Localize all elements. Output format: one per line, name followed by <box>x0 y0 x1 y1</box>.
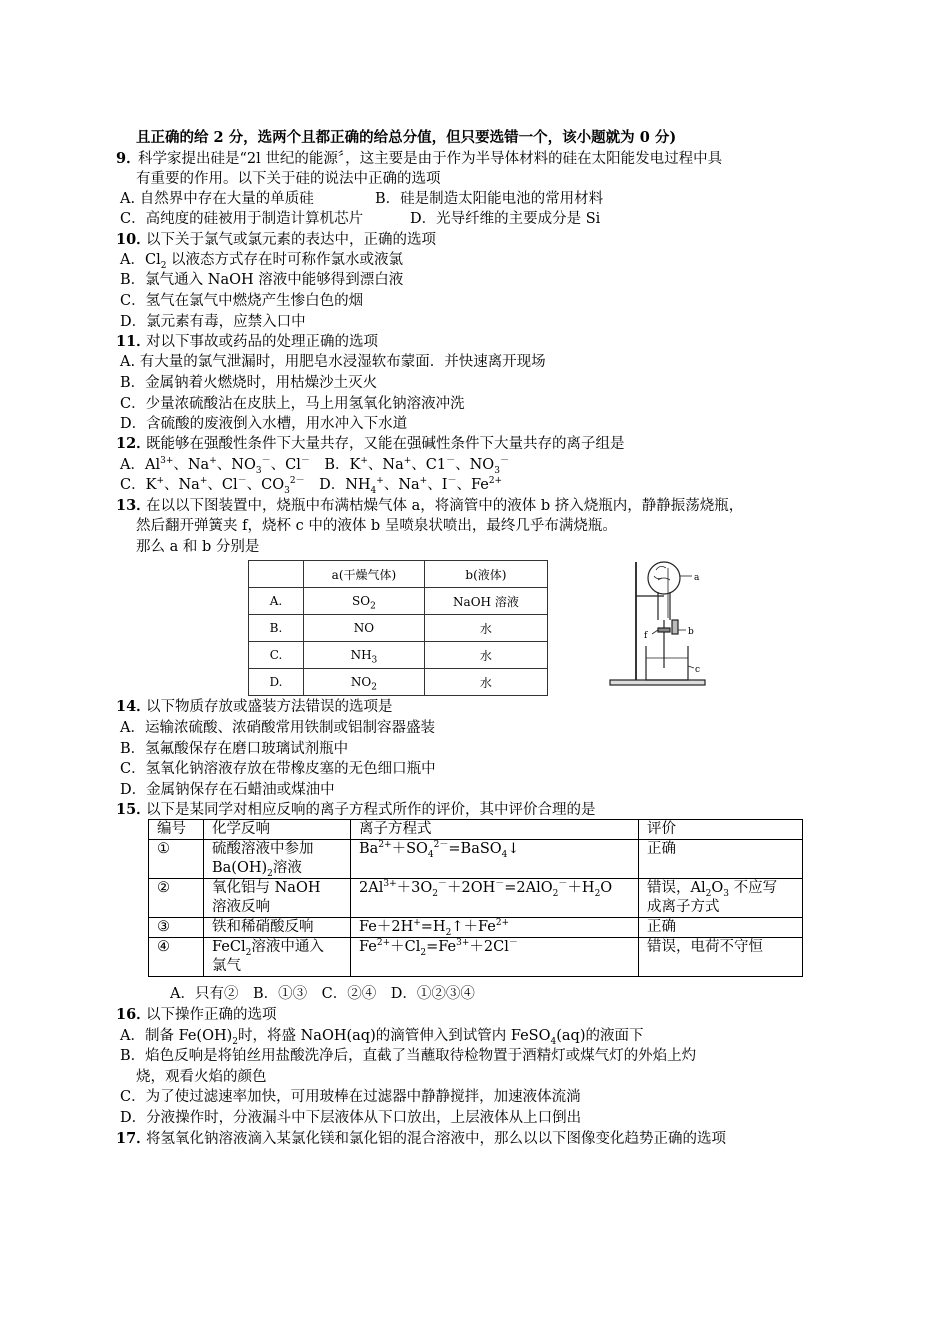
reaction-cell: 硫酸溶液中参加 $Ba(OH)_2$溶液 <box>204 840 351 879</box>
reaction-cell: 氧化铝与 NaOH 溶液反响 <box>204 879 351 918</box>
q9-number: 9． <box>116 150 141 167</box>
q16-option-c: C．为了使过滤速率加快，可用玻棒在过滤器中静静搅拌，加速液体流淌 <box>120 1089 581 1105</box>
q15-table <box>148 819 803 977</box>
q16-option-d: D．分液操作时，分液漏斗中下层液体从下口放出，上层液体从上口倒出 <box>120 1110 582 1126</box>
evaluation-cell: 错误，电荷不守恒 <box>639 938 803 977</box>
fountain-apparatus-diagram <box>606 558 714 688</box>
gas-cell: $NH_3$ <box>304 642 425 669</box>
liquid-cell: 水 <box>424 669 547 696</box>
q9-option-c: C．高纯度的硅被用于制造计算机芯片 <box>120 211 364 227</box>
q11-stem: 对以下事故或药品的处理正确的选项 <box>146 334 378 350</box>
q14-option-a: A．运输浓硫酸、浓硝酸常用铁制或铝制容器盛装 <box>120 720 435 736</box>
equation-cell: $Fe^{2+}+Cl_2=Fe^{3+}+2Cl^-$ <box>351 938 639 977</box>
label-b: b <box>688 627 694 637</box>
label-a: a <box>694 573 700 583</box>
q10-option-b: B．氯气通入 NaOH 溶液中能够得到漂白液 <box>120 272 404 288</box>
q12-options-ab: A．$Al^{3+}$、Na+、$NO_3^-$、Cl－ B．K+、Na+、C1－、$NO_3^-$ <box>120 456 509 476</box>
equation-cell: $Fe+2H^+=H_2↑+Fe^{2+}$ <box>351 918 639 938</box>
liquid-cell: 水 <box>424 615 547 642</box>
q9-option-a: A. 自然界中存在大量的单质硅 <box>120 191 314 207</box>
scoring-note: 且正确的给 2 分，选两个且都正确的给总分值，但只要选错一个，该小题就为 0 分) <box>136 129 677 146</box>
row-label: B. <box>249 615 304 642</box>
equation-cell: $Ba^{2+}+SO_4^{2-}=BaSO_4↓$ <box>351 840 639 879</box>
table-row <box>149 840 803 879</box>
q9-stem-line1: 科学家提出硅是“2l 世纪的能源〞，这主要是由于作为半导体材料的硅在太阳能发电过程中具 <box>138 151 723 167</box>
q14-option-c: C．氢氧化钠溶液存放在带橡皮塞的无色细口瓶中 <box>120 761 436 777</box>
header-equation: 离子方程式 <box>351 820 639 840</box>
row-label: A. <box>249 588 304 615</box>
table-row <box>149 918 803 938</box>
q11-number: 11． <box>116 333 151 350</box>
table-header-cell <box>249 561 304 588</box>
reaction-cell: FeCl$_2$溶液中通入 氯气 <box>204 938 351 977</box>
equation-cell: $2Al^{3+}+3O_2^-+2OH^-=2AlO_2^-+H_2O$ <box>351 879 639 918</box>
table-header-cell: a(干燥气体) <box>304 561 425 588</box>
table-row <box>149 938 803 977</box>
evaluation-cell: 错误，$Al_2O_3$ 不应写 成离子方式 <box>639 879 803 918</box>
q12-options-cd: C．K+、Na+、Cl－、$CO_3^{2-}$ D．$NH_4^+$、Na+、I－、$Fe^{2+}$ <box>120 476 503 496</box>
q15-number: 15． <box>116 801 151 818</box>
q15-options: A．只有② B．①③ C．②④ D．①②③④ <box>170 986 475 1002</box>
row-id: ① <box>149 840 204 879</box>
q12-number: 12． <box>116 435 151 452</box>
table-row <box>249 615 548 642</box>
q16-option-b-line2: 烧，观看火焰的颜色 <box>136 1069 267 1085</box>
q16-number: 16． <box>116 1006 151 1023</box>
row-id: ③ <box>149 918 204 938</box>
header-reaction: 化学反响 <box>204 820 351 840</box>
gas-cell: $SO_2$ <box>304 588 425 615</box>
q9-stem-line2: 有重要的作用。以下关于硅的说法中正确的选项 <box>136 171 441 187</box>
q16-stem: 以下操作正确的选项 <box>146 1007 277 1023</box>
q13-stem-line1: 在以以下图装置中，烧瓶中布满枯燥气体 a，将滴管中的液体 b 挤入烧瓶内，静静振荡烧瓶， <box>146 498 744 514</box>
q15-stem: 以下是某同学对相应反响的离子方程式所作的评价，其中评价合理的是 <box>146 802 596 818</box>
row-id: ④ <box>149 938 204 977</box>
liquid-cell: NaOH 溶液 <box>424 588 547 615</box>
q12-stem: 既能够在强酸性条件下大量共存，又能在强碱性条件下大量共存的离子组是 <box>146 436 625 452</box>
q14-option-d: D．金属钠保存在石蜡油或煤油中 <box>120 782 335 798</box>
q11-option-a: A. 有大量的氯气泄漏时，用肥皂水浸湿软布蒙面．并快速离开现场 <box>120 354 546 370</box>
q10-option-d: D．氯元素有毒，应禁入口中 <box>120 314 306 330</box>
evaluation-cell: 正确 <box>639 918 803 938</box>
label-f: f <box>644 631 648 641</box>
table-header-cell: b(液体) <box>424 561 547 588</box>
q14-option-b: B．氢氟酸保存在磨口玻璃试剂瓶中 <box>120 741 349 757</box>
row-label: C. <box>249 642 304 669</box>
gas-cell: NO <box>304 615 425 642</box>
table-header-row <box>149 820 803 840</box>
table-row <box>249 588 548 615</box>
q13-table <box>248 560 548 696</box>
evaluation-cell: 正确 <box>639 840 803 879</box>
q14-number: 14． <box>116 698 151 715</box>
table-row <box>149 879 803 918</box>
q9-option-d: D．光导纤维的主要成分是 Si <box>410 211 601 227</box>
q13-stem-line3: 那么 a 和 b 分别是 <box>136 539 260 555</box>
table-row <box>249 642 548 669</box>
q16-option-b-line1: B．焰色反响是将铂丝用盐酸洗净后，直截了当蘸取待检物置于酒精灯或煤气灯的外焰上灼 <box>120 1048 697 1064</box>
label-c: c <box>695 665 701 675</box>
q10-option-a: A．$Cl_2$ 以液态方式存在时可称作氯水或液氯 <box>120 252 404 271</box>
q10-number: 10． <box>116 231 151 248</box>
q16-option-a: A．制备 $Fe(OH)_2$时，将盛 NaOH(aq)的滴管伸入到试管内 FeSO$_4$(aq)的液面下 <box>120 1028 644 1047</box>
q11-option-c: C．少量浓硫酸沾在皮肤上，马上用氢氧化钠溶液冲洗 <box>120 396 465 412</box>
reaction-cell: 铁和稀硝酸反响 <box>204 918 351 938</box>
header-evaluation: 评价 <box>639 820 803 840</box>
q17-stem: 将氢氧化钠溶液滴入某氯化镁和氯化铝的混合溶液中，那么以以下图像变化趋势正确的选项 <box>146 1131 726 1147</box>
row-label: D. <box>249 669 304 696</box>
q9-option-b: B．硅是制造太阳能电池的常用材料 <box>375 191 604 207</box>
q11-option-b: B．金属钠着火燃烧时，用枯燥沙土灭火 <box>120 375 378 391</box>
q14-stem: 以下物质存放或盛装方法错误的选项是 <box>146 699 393 715</box>
header-id: 编号 <box>149 820 204 840</box>
liquid-cell: 水 <box>424 642 547 669</box>
q17-number: 17． <box>116 1130 151 1147</box>
q10-stem: 以下关于氯气或氯元素的表达中，正确的选项 <box>146 232 436 248</box>
table-row <box>249 669 548 696</box>
q13-stem-line2: 然后翻开弹簧夹 f，烧杯 c 中的液体 b 呈喷泉状喷出，最终几乎布满烧瓶。 <box>136 518 617 534</box>
row-id: ② <box>149 879 204 918</box>
q10-option-c: C．氢气在氯气中燃烧产生惨白色的烟 <box>120 293 364 309</box>
q11-option-d: D．含硫酸的废液倒入水槽，用水冲入下水道 <box>120 416 408 432</box>
gas-cell: $NO_2$ <box>304 669 425 696</box>
q13-number: 13． <box>116 497 151 514</box>
